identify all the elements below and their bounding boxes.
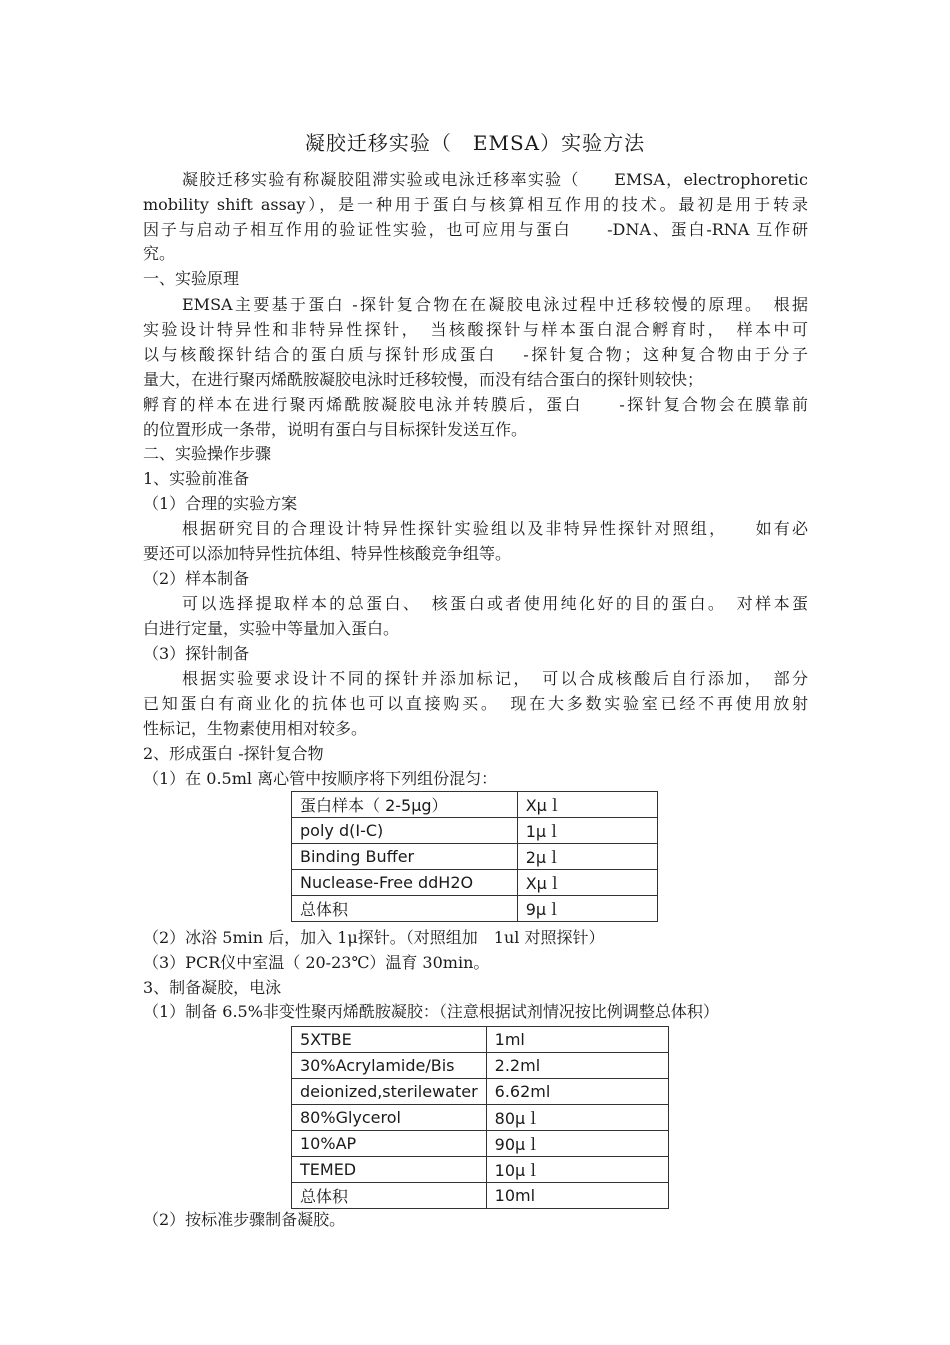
table-row — [292, 1157, 669, 1183]
intro-line: 凝胶迁移实验有称凝胶阻滞实验或电泳迁移率实验（ EMSA，electrophoretic — [182, 170, 808, 189]
paragraph-line: 根据实验要求设计不同的探针并添加标记， 可以合成核酸后自行添加， 部分 — [182, 669, 808, 688]
paragraph-line: 白进行定量，实验中等量加入蛋白。 — [143, 619, 400, 638]
reagent-table-2 — [291, 1026, 669, 1209]
principle-line: 孵育的样本在进行聚丙烯酰胺凝胶电泳并转膜后，蛋白 -探针复合物会在膜靠前 — [143, 395, 808, 414]
step-text: （2）冰浴 5min 后，加入 1μ探针。（对照组加 1ul 对照探针） — [143, 928, 605, 947]
table-cell: 6.62ml — [486, 1079, 668, 1105]
table-row — [292, 870, 658, 896]
substep-heading: （2）样本制备 — [143, 569, 250, 588]
reagent-table-1 — [291, 791, 658, 922]
table-cell: 30%Acrylamide/Bis — [292, 1053, 487, 1079]
table-cell: 10ml — [486, 1183, 668, 1209]
principle-line: 实验设计特异性和非特异性探针， 当核酸探针与样本蛋白混合孵育时， 样本中可 — [143, 320, 808, 339]
paragraph-line: 根据研究目的合理设计特异性探针实验组以及非特异性探针对照组， 如有必 — [182, 519, 808, 538]
table-cell: TEMED — [292, 1157, 487, 1183]
substep-heading: （1）合理的实验方案 — [143, 494, 298, 513]
step-text: （2）按标准步骤制备凝胶。 — [143, 1210, 346, 1229]
intro-line: 究。 — [143, 244, 176, 263]
table-cell: 总体积 — [292, 1183, 487, 1209]
paragraph-line: 可以选择提取样本的总蛋白、 核蛋白或者使用纯化好的目的蛋白。 对样本蛋 — [182, 594, 808, 613]
principle-line: 以与核酸探针结合的蛋白质与探针形成蛋白 -探针复合物；这种复合物由于分子 — [143, 345, 808, 364]
table-row — [292, 1183, 669, 1209]
table-cell: 2.2ml — [486, 1053, 668, 1079]
substep-heading: （3）探针制备 — [143, 644, 250, 663]
step-text: （1）制备 6.5%非变性聚丙烯酰胺凝胶：（注意根据试剂情况按比例调整总体积） — [143, 1002, 719, 1021]
paragraph-line: 性标记，生物素使用相对较多。 — [143, 719, 368, 738]
table-cell: 10%AP — [292, 1131, 487, 1157]
table-row — [292, 896, 658, 922]
page-title: 凝胶迁移实验（ EMSA）实验方法 — [304, 131, 646, 155]
table-cell: Xμｌ — [517, 792, 657, 818]
principle-line: EMSA主要基于蛋白 -探针复合物在在凝胶电泳过程中迁移较慢的原理。 根据 — [182, 295, 808, 314]
paragraph-line: 要还可以添加特异性抗体组、特异性核酸竞争组等。 — [143, 544, 512, 563]
table-cell: 80%Glycerol — [292, 1105, 487, 1131]
table-row — [292, 1131, 669, 1157]
table-cell: 1μｌ — [517, 818, 657, 844]
paragraph-line: 已知蛋白有商业化的抗体也可以直接购买。 现在大多数实验室已经不再使用放射 — [143, 694, 808, 713]
table-row — [292, 1027, 669, 1053]
table-row — [292, 792, 658, 818]
table-cell: 1ml — [486, 1027, 668, 1053]
table-cell: 90μｌ — [486, 1131, 668, 1157]
intro-line: mobility shift assay），是一种用于蛋白与核算相互作用的技术。最初是用于转录 — [143, 195, 808, 214]
table-cell: Xμｌ — [517, 870, 657, 896]
table-cell: 总体积 — [292, 896, 518, 922]
step-text: （1）在 0.5ml 离心管中按顺序将下列组份混匀： — [143, 769, 498, 788]
step-heading: 2、形成蛋白 -探针复合物 — [143, 744, 324, 763]
principle-line: 量大，在进行聚丙烯酰胺凝胶电泳时迁移较慢，而没有结合蛋白的探针则较快； — [143, 370, 704, 389]
step-heading: 3、制备凝胶，电泳 — [143, 978, 282, 997]
table-cell: 10μｌ — [486, 1157, 668, 1183]
table-cell: 80μｌ — [486, 1105, 668, 1131]
table-row — [292, 1053, 669, 1079]
table-cell: 5XTBE — [292, 1027, 487, 1053]
section-heading-steps: 二、实验操作步骤 — [143, 444, 272, 463]
table-row — [292, 1079, 669, 1105]
table-row — [292, 1105, 669, 1131]
intro-line: 因子与启动子相互作用的验证性实验，也可应用与蛋白 -DNA、蛋白-RNA 互作研 — [143, 220, 808, 239]
table-row — [292, 844, 658, 870]
section-heading-principle: 一、实验原理 — [143, 269, 240, 288]
table-cell: poly d(I-C) — [292, 818, 518, 844]
principle-line: 的位置形成一条带，说明有蛋白与目标探针发送互作。 — [143, 420, 528, 439]
table-row — [292, 818, 658, 844]
table-cell: Nuclease-Free ddH2O — [292, 870, 518, 896]
table-cell: deionized,sterilewater — [292, 1079, 487, 1105]
table-cell: Binding Buffer — [292, 844, 518, 870]
table-cell: 9μｌ — [517, 896, 657, 922]
table-cell: 蛋白样本（ 2-5μg） — [292, 792, 518, 818]
step-text: （3）PCR仪中室温（ 20-23℃）温育 30min。 — [143, 953, 490, 972]
step-heading: 1、实验前准备 — [143, 469, 250, 488]
table-cell: 2μｌ — [517, 844, 657, 870]
